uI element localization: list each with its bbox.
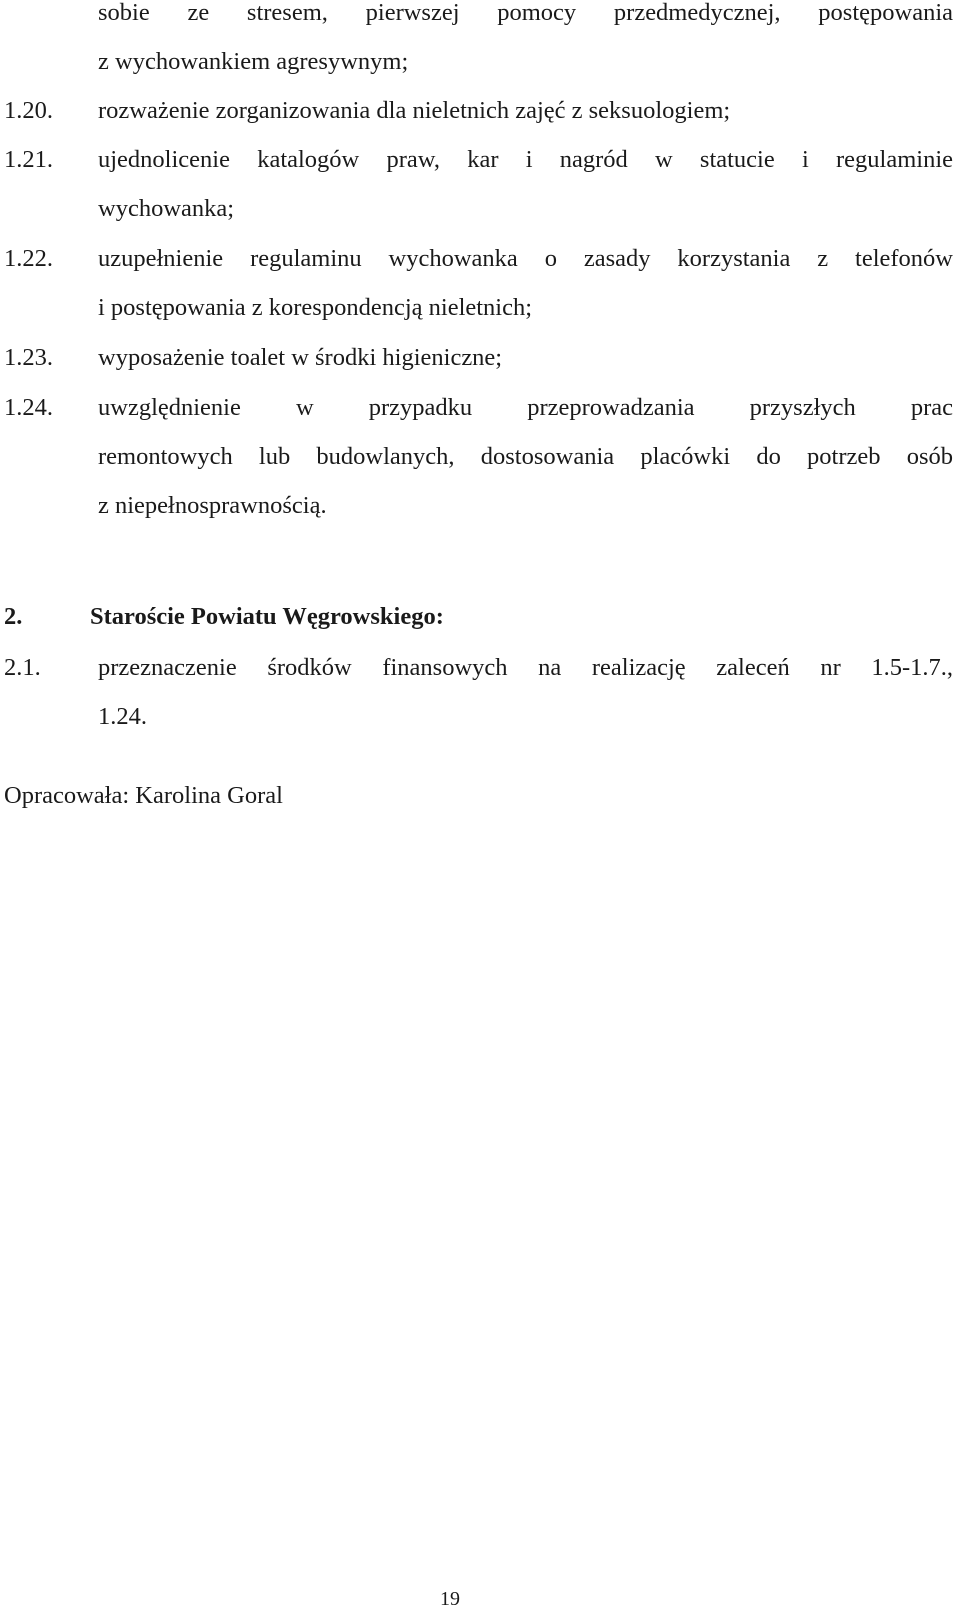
- list-item-number: 1.24.: [4, 394, 53, 421]
- list-item-text-line: remontowych lub budowlanych, dostosowania placówki do potrzeb osób: [98, 443, 953, 470]
- page-number: 19: [440, 1588, 460, 1610]
- list-item-text-line: przeznaczenie środków finansowych na realizację zaleceń nr 1.5-1.7.,: [98, 654, 953, 681]
- list-item-text-line: uwzględnienie w przypadku przeprowadzania przyszłych prac: [98, 394, 953, 421]
- list-item-text-line: 1.24.: [98, 703, 147, 730]
- section-title: Staroście Powiatu Węgrowskiego:: [90, 603, 444, 630]
- author-signature: Opracowała: Karolina Goral: [4, 782, 283, 809]
- list-item-number: 1.22.: [4, 245, 53, 272]
- list-item-text-line: wychowanka;: [98, 195, 235, 222]
- list-item-text-line: ujednolicenie katalogów praw, kar i nagród w statucie i regulaminie: [98, 146, 953, 173]
- list-item-text-line: uzupełnienie regulaminu wychowanka o zasady korzystania z telefonów: [98, 245, 953, 272]
- section-number: 2.: [4, 603, 23, 630]
- list-item-text-line: wyposażenie toalet w środki higieniczne;: [98, 344, 503, 371]
- list-item-text-line: sobie ze stresem, pierwszej pomocy przedmedycznej, postępowania: [98, 0, 953, 26]
- list-item-number: 1.20.: [4, 97, 53, 124]
- list-item-text-line: i postępowania z korespondencją nieletnich;: [98, 294, 533, 321]
- list-item-number: 2.1.: [4, 654, 41, 681]
- list-item-text-line: z wychowankiem agresywnym;: [98, 48, 409, 75]
- list-item-text-line: z niepełnosprawnością.: [98, 492, 327, 519]
- list-item-text-line: rozważenie zorganizowania dla nieletnich zajęć z seksuologiem;: [98, 97, 731, 124]
- list-item-number: 1.23.: [4, 344, 53, 371]
- list-item-number: 1.21.: [4, 146, 53, 173]
